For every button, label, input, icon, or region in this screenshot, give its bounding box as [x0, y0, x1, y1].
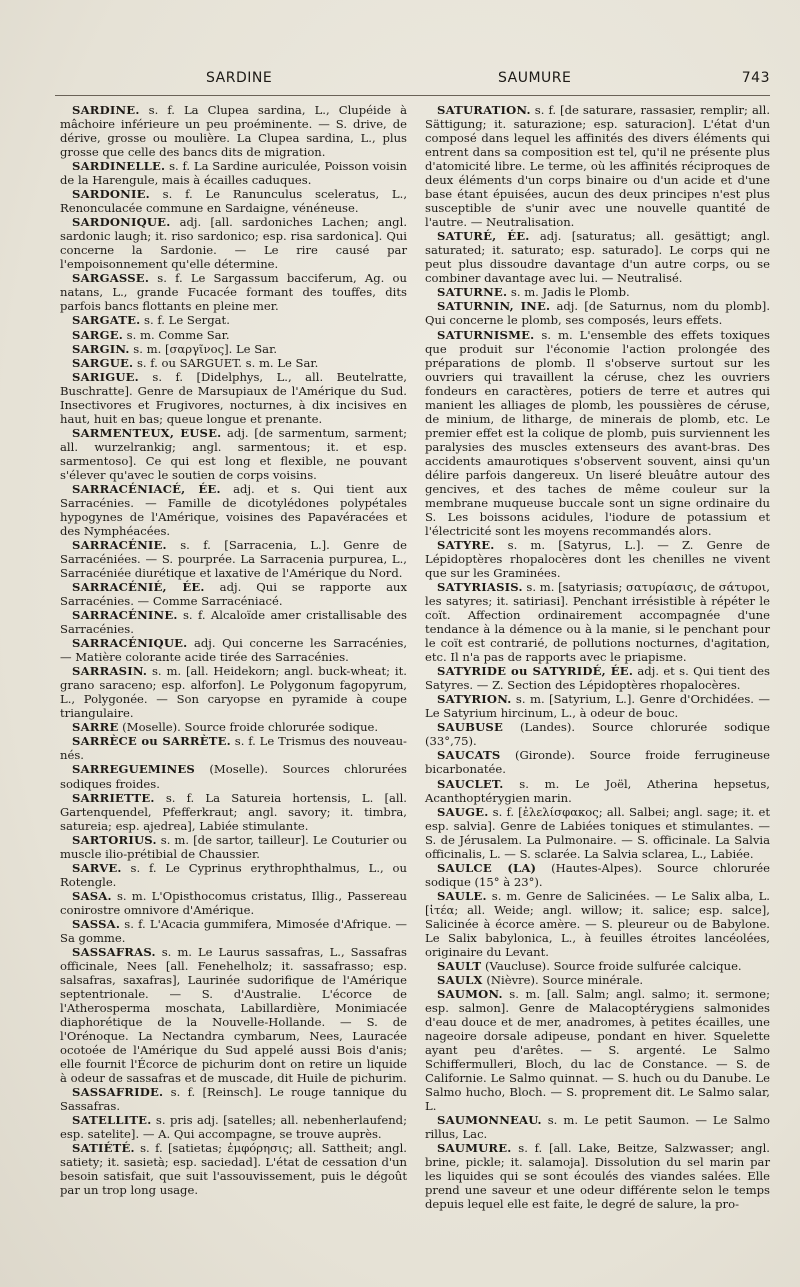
entry-headword: SARREGUEMINES [72, 762, 195, 777]
entry-headword: SARRÈCE ou SARRÈTE. [72, 734, 231, 749]
entry-headword: SAULE. [437, 888, 487, 903]
entry-headword: SAULX [437, 972, 483, 987]
entry-headword: SARGATE. [72, 313, 141, 328]
dictionary-entry [425, 861, 770, 889]
entry-definition: s. m. [all. Heidekorn; angl. buck-wheat; it. grano saraceno; esp. alforfon]. Le Polygonum fagopyrum, L., Polygonée. — Son caryopse en pyramide à coupe triangulaire. [60, 664, 407, 721]
entry-definition: s. f. [Didelphys, L., all. Beutelratte, Buschratte]. Genre de Marsupiaux de l'Amérique du Sud. Insectivores et Frugivores, nocturnes, à dix incisives en haut, huit en bas; queue longue et prenante. [60, 369, 407, 426]
dictionary-entry [425, 748, 770, 776]
entry-definition: s. m. L'Opisthocomus cristatus, Illig., Passereau conirostre omnivore d'Amérique. [60, 888, 407, 917]
running-header [30, 70, 770, 92]
entry-definition: s. f. Alcaloïde amer cristallisable des Sarracénies. [60, 608, 407, 637]
dictionary-entry [425, 777, 770, 805]
dictionary-entry [425, 229, 770, 285]
dictionary-entry [60, 762, 407, 790]
dictionary-entry [60, 328, 407, 342]
entry-headword: SARGUE. [72, 355, 134, 370]
entry-definition: s. f. [satietas; ἐμφόρησις; all. Sattheit; angl. satiety; it. sasietà; esp. saciedad]. L'état de cessation d'un besoin satisfait, que suit l'assouvissement, puis le dégoût par un trop long usage. [60, 1141, 407, 1198]
entry-definition: s. m. [Satyrium, L.]. Genre d'Orchidées. — Le Satyrium hircinum, L., à odeur de bouc. [425, 692, 770, 721]
page-number: 743 [741, 70, 770, 86]
entry-headword: SAUCATS [437, 748, 501, 763]
entry-definition: (Vaucluse). Source froide sulfurée calcique. [481, 958, 742, 973]
dictionary-entry [425, 1141, 770, 1211]
entry-headword: SATYRE. [437, 537, 495, 552]
dictionary-entry [425, 103, 770, 229]
entry-headword: SATYRION. [437, 692, 512, 707]
dictionary-entry [60, 791, 407, 833]
entry-definition: s. f. [Reinsch]. Le rouge tannique du Sassafras. [60, 1085, 407, 1114]
entry-headword: SAUMON. [437, 986, 503, 1001]
dictionary-entry [60, 1113, 407, 1141]
entry-headword: SATURÉ, ÉE. [437, 229, 530, 244]
dictionary-entry [425, 664, 770, 692]
dictionary-entry [60, 426, 407, 482]
entry-definition: s. f. [de saturare, rassasier, remplir; all. Sättigung; it. saturazione; esp. saturacion]. L'état d'un composé dans lequel les affinités des divers éléments qui entrent dans sa composition est tel, qu'il ne présente plus d'atomicité libre. Le terme, où les affinités réciproques de deux éléments d'un corps binaire ou d'un acide et d'une base étant épuisées, aucun des deux principes n'est plus susceptible de s'unir avec une nouvelle quantité de l'autre. — Neutralisation. [425, 103, 770, 230]
entry-headword: SARRACÉNIÉ, ÉE. [72, 580, 205, 595]
dictionary-entry [425, 692, 770, 720]
entry-headword: SASA. [72, 888, 112, 903]
entry-definition: s. f. Le Cyprinus erythrophthalmus, L., ou Rotengle. [60, 860, 407, 889]
dictionary-entry [425, 987, 770, 1113]
dictionary-entry [425, 328, 770, 538]
entry-definition: s. m. Genre de Salicinées. — Le Salix alba, L. [ἰτέα; all. Weide; angl. willow; it. salice; esp. salce], Salicinée à écorce amère. — S. pleureur ou de Babylone. Le Salix babylonica, L., à feuilles étroites lancéolées, originaire du Levant. [425, 888, 770, 959]
dictionary-entry [60, 356, 407, 370]
entry-definition: s. m. Le Joël, Atherina hepsetus, Acanthoptérygien marin. [425, 776, 770, 805]
entry-definition: s. f. Le Sergat. [140, 313, 230, 328]
entry-definition: s. m. [σαργῖνος]. Le Sar. [129, 341, 278, 356]
dictionary-entry [425, 285, 770, 299]
entry-headword: SARGIN. [72, 341, 130, 356]
entry-definition: s. m. [Satyrus, L.]. — Z. Genre de Lépidoptères rhopalocères dont les chenilles ne vivent que sur les Graminées. [425, 537, 770, 581]
dictionary-entry [425, 299, 770, 327]
dictionary-entry [60, 482, 407, 538]
dictionary-entry [60, 734, 407, 762]
entry-headword: SAUBUSE [437, 720, 503, 735]
entry-definition: (Gironde). Source froide ferrugineuse bicarbonatée. [425, 748, 770, 777]
dictionary-entry [60, 917, 407, 945]
entry-definition: s. f. [Sarracenia, L.]. Genre de Sarracéniées. — S. pourprée. La Sarracenia purpurea, L., Sarracéniée diurétique et laxative de l'Amérique du Nord. [60, 537, 407, 581]
entry-headword: SAUCLET. [437, 776, 504, 791]
entry-definition: (Moselle). Sources chlorurées sodiques froides. [60, 762, 407, 791]
entry-headword: SATURNE. [437, 285, 508, 300]
entry-headword: SASSA. [72, 916, 121, 931]
entry-definition: adj. Qui se rapporte aux Sarracénies. — Comme Sarracéniacé. [60, 580, 407, 609]
entry-headword: SARGASSE. [72, 271, 150, 286]
dictionary-entry [425, 805, 770, 861]
entry-definition: s. f. La Clupea sardina, L., Clupéide à mâchoire inférieure un peu proéminente. — S. drive, de dérive, grosse ou moulière. La Clupea sardina, L., plus grosse que celle des bancs dits de migration. [60, 103, 407, 160]
dictionary-entry [60, 636, 407, 664]
entry-headword: SARDINELLE. [72, 159, 166, 174]
entry-definition: (Landes). Source chlorurée sodique (33°,75). [425, 720, 770, 749]
entry-headword: SARRASIN. [72, 664, 148, 679]
entry-headword: SARTORIUS. [72, 832, 157, 847]
dictionary-entry [60, 664, 407, 720]
entry-definition: s. m. [satyriasis; σατυρίασις, de σάτυροι, les satyres; it. satiriasi]. Penchant irrésistible à répéter le coït. Affection ordinairement accompagnée d'une tendance à la démence ou à la manie, si le penchant pour le coït est contrarié, de pollutions nocturnes, d'agitation, etc. Il n'a pas de rapports avec le priapisme. [425, 580, 770, 665]
entry-definition: adj. [de Saturnus, nom du plomb]. Qui concerne le plomb, ses composés, leurs effets. [425, 299, 771, 328]
entry-definition: (Moselle). Source froide chlorurée sodique. [118, 720, 379, 735]
entry-definition: s. f. ou SARGUET. s. m. Le Sar. [133, 355, 319, 370]
right-column [425, 103, 770, 1211]
dictionary-entry [60, 861, 407, 889]
dictionary-entry [425, 1113, 770, 1141]
entry-headword: SATURATION. [437, 103, 531, 117]
entry-headword: SATELLITE. [72, 1113, 152, 1128]
dictionary-entry [60, 608, 407, 636]
dictionary-entry [425, 720, 770, 748]
entry-definition: s. f. La Sardine auriculée, Poisson voisin de la Harengule, mais à écailles caduques. [60, 159, 407, 188]
dictionary-entry [60, 945, 407, 1085]
entry-definition: (Hautes-Alpes). Source chlorurée sodique (15° à 23°). [425, 860, 770, 889]
entry-definition: adj. Qui concerne les Sarracénies, — Matière colorante acide tirée des Sarracénies. [60, 636, 407, 665]
header-left-word: SARDINE [206, 70, 273, 86]
entry-headword: SARRACÉNIE. [72, 537, 167, 552]
dictionary-entry [60, 159, 407, 187]
entry-headword: SASSAFRAS. [72, 944, 156, 959]
dictionary-entry [425, 959, 770, 973]
entry-headword: SARDINE. [72, 103, 140, 117]
dictionary-entry [425, 889, 770, 959]
dictionary-entry [60, 580, 407, 608]
dictionary-entry [60, 370, 407, 426]
entry-definition: adj. et s. Qui tient des Satyres. — Z. Section des Lépidoptères rhopalocères. [425, 664, 770, 693]
entry-definition: adj. [de sarmentum, sarment; all. wurzelrankig; angl. sarmentous; it. et esp. sarmentoso]. Ce qui est long et flexible, ne pouvant s'élever qu'avec le soutien de corps voisins. [60, 425, 408, 482]
entry-definition: s. f. Le Trismus des nouveau-nés. [60, 734, 407, 763]
entry-headword: SATURNIN, INE. [437, 299, 551, 314]
entry-definition: s. m. L'ensemble des effets toxiques que produit sur l'économie l'action prolongée des préparations de plomb. Il s'observe surtout sur les ouvriers qui travaillent la céruse, chez les ouvriers fondeurs en caractères, potiers de terre et autres qui manient les alliages de plomb, les poussières de céruse, de minium, de litharge, de minerais de plomb, etc. Le premier effet est la colique de plomb, puis surviennent les paralysies des muscles extenseurs des avant-bras. Des accidents amaurotiques s'observent souvent, ainsi qu'un délire parfois dangereux. Un liseré bleuâtre autour des gencives, et des taches de même couleur sur la membrane muqueuse buccale sont un signe ordinaire du S. Les boissons acidules, l'iodure de potassium et l'électricité sont les moyens recommandés alors. [425, 327, 770, 538]
dictionary-entry [60, 720, 407, 734]
entry-definition: s. m. [all. Salm; angl. salmo; it. sermone; esp. salmon]. Genre de Malacoptérygiens salmonides d'eau douce et de mer, anadromes, à petites écailles, une nageoire dorsale adipeuse, pondant en hiver. Squelette ayant peu d'arêtes. — S. argenté. Le Salmo Schiffermulleri, Bloch, du lac de Constance. — S. de Californie. Le Salmo quinnat. — S. huch ou du Danube. Le Salmo hucho, Bloch. — S. proprement dit. Le Salmo salar, L. [425, 986, 770, 1114]
entry-definition: s. m. Le petit Saumon. — Le Salmo rillus, Lac. [425, 1113, 770, 1142]
entry-definition: adj. [saturatus; all. gesättigt; angl. saturated; it. saturato; esp. saturado]. Le corps qui ne peut plus dissoudre davantage d'un autre corps, ou se combiner davantage avec lui. — Neutralisé. [425, 229, 770, 286]
dictionary-entry [60, 1085, 407, 1113]
entry-headword: SARRIETTE. [72, 790, 155, 805]
entry-definition: s. f. La Satureia hortensis, L. [all. Gartenquendel, Pfefferkraut; angl. savory; it. timbra, satureia; esp. ajedrea], Labiée stimulante. [60, 790, 407, 833]
dictionary-entry [60, 1141, 407, 1197]
entry-definition: s. m. [de sartor, tailleur]. Le Couturier ou muscle ilio-prétibial de Chaussier. [60, 832, 407, 861]
dictionary-entry [60, 342, 407, 356]
entry-headword: SAULT [437, 958, 482, 973]
entry-definition: s. pris adj. [satelles; all. nebenherlaufend; esp. satelite]. — A. Qui accompagne, se trouve auprès. [60, 1113, 407, 1142]
dictionary-entry [60, 833, 407, 861]
entry-definition: s. f. Le Ranunculus sceleratus, L., Renonculacée commune en Sardaigne, vénéneuse. [60, 187, 407, 216]
dictionary-entry [60, 271, 407, 313]
entry-definition: s. f. [all. Lake, Beitze, Salzwasser; angl. brine, pickle; it. salamoja]. Dissolution du sel marin par les liquides qui se sont écoulés des viandes salées. Elle prend une saveur et une odeur différente selon le temps depuis lequel elle est faite, le degré de salure, la pro- [425, 1141, 770, 1212]
header-center-word: SAUMURE [498, 70, 572, 86]
entry-headword: SATIÉTÉ. [72, 1141, 135, 1156]
entry-definition: (Nièvre). Source minérale. [482, 972, 644, 987]
left-column [60, 103, 407, 1197]
header-rule [55, 95, 770, 96]
entry-headword: SAUMONNEAU. [437, 1113, 542, 1128]
entry-headword: SARMENTEUX, EUSE. [72, 425, 222, 440]
entry-definition: adj. [all. sardoniches Lachen; angl. sardonic laugh; it. riso sardonico; esp. risa sardonica]. Qui concerne la Sardonie. — Le rire causé par l'empoisonnement qu'elle détermine. [60, 215, 407, 272]
entry-headword: SARDONIQUE. [72, 215, 171, 230]
entry-headword: SAUGE. [437, 804, 489, 819]
entry-definition: s. m. Jadis le Plomb. [507, 285, 630, 300]
entry-definition: adj. et s. Qui tient aux Sarracénies. — Famille de dicotylédones polypétales hypogynes de l'Amérique, voisines des Papavéracées et des Nymphéacées. [60, 481, 407, 538]
dictionary-entry [60, 538, 407, 580]
entry-headword: SARGE. [72, 327, 123, 342]
entry-definition: s. f. L'Acacia gummifera, Mimosée d'Afrique. — Sa gomme. [60, 916, 407, 945]
entry-headword: SARRE [72, 720, 119, 735]
entry-headword: SARRACÉNINE. [72, 608, 178, 623]
entry-headword: SAUMURE. [437, 1141, 512, 1156]
dictionary-entry [60, 215, 407, 271]
dictionary-entry [60, 313, 407, 327]
entry-definition: s. m. Le Laurus sassafras, L., Sassafras officinale, Nees [all. Fenehelholz; it. sassafrasso; esp. salsafras, saxafras], Laurinée sudorifique de l'Amérique septentrionale. — S. d'Australie. L'écorce de l'Atherosperma moschata, Labillardière, Monimiacée diaphorétique de la Nouvelle-Hollande. — S. de l'Orénoque. La Nectandra cymbarum, Nees, Lauracée ocotoée de l'Amérique du Sud appelé aussi Bois d'anis; elle fournit l'Écorce de pichurim dont on retire un liquide à odeur de sassafras et de muscade, dit Huile de pichurim. [60, 944, 407, 1086]
entry-headword: SATYRIASIS. [437, 580, 523, 595]
entry-headword: SASSAFRIDE. [72, 1085, 164, 1100]
dictionary-entry [425, 973, 770, 987]
dictionary-entry [60, 889, 407, 917]
entry-definition: s. f. [ἐλελίσφακος; all. Salbei; angl. sage; it. et esp. salvia]. Genre de Labiées toniques et stimulantes. — S. de Jérusalem. La Pulmonaire. — S. officinale. La Salvia officinalis, L. — S. sclarée. La Salvia sclarea, L., Labiée. [425, 804, 770, 861]
entry-headword: SARRACÉNIACÉ, ÉE. [72, 481, 221, 496]
entry-definition: s. m. Comme Sar. [122, 327, 230, 342]
dictionary-entry [60, 187, 407, 215]
entry-headword: SARDONIE. [72, 187, 150, 202]
entry-definition: s. f. Le Sargassum bacciferum, Ag. ou natans, L., grande Fucacée formant des touffes, dits parfois bancs flottants en pleine mer. [60, 271, 407, 314]
entry-headword: SARRACÉNIQUE. [72, 636, 188, 651]
entry-headword: SAULCE (LA) [437, 860, 537, 875]
dictionary-entry [425, 538, 770, 580]
dictionary-entry [60, 103, 407, 159]
entry-headword: SARVE. [72, 860, 122, 875]
entry-headword: SARIGUE. [72, 369, 139, 384]
dictionary-entry [425, 580, 770, 664]
entry-headword: SATURNISME. [437, 327, 535, 342]
entry-headword: SATYRIDE ou SATYRIDÉ, ÉE. [437, 664, 634, 679]
